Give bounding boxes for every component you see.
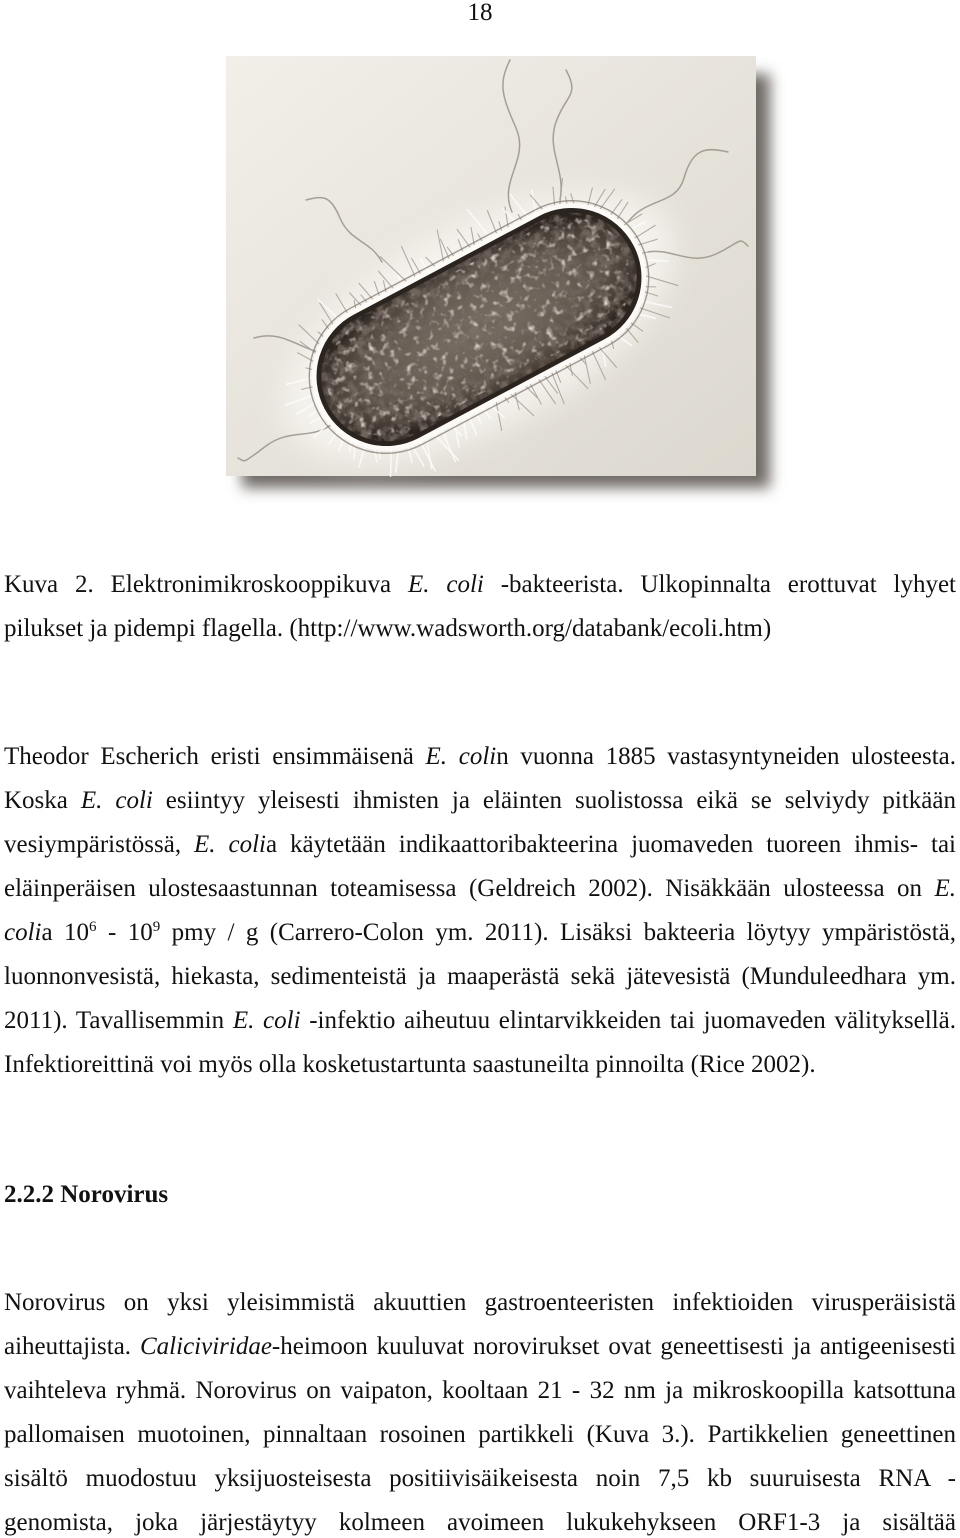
text-run: sisältö muodostuu yksijuosteisesta positiivisäikeisesta noin 7,5 kb suuruisesta RNA - [4, 1465, 956, 1492]
text-line [4, 1378, 956, 1404]
text-run: pallomaisen muotoinen, pinnaltaan rosoinen partikkeli (Kuva 3.). Partikkelien geneettinen [4, 1421, 956, 1448]
italic-term: E. coli [407, 571, 484, 598]
text-run: Infektioreittinä voi myös olla kosketustartunta saastuneilta pinnoilta (Rice 2002). [4, 1051, 816, 1078]
superscript: 9 [152, 919, 161, 935]
text-run: genomista, joka järjestäytyy kolmeen avoimeen lukukehykseen ORF1-3 ja sisältää [4, 1509, 956, 1536]
text-run: eläinperäisen ulostesaastunnan toteamisessa (Geldreich 2002). Nisäkkään ulosteessa on [4, 875, 935, 902]
italic-term: E. coli [194, 831, 266, 858]
ecoli-micrograph [0, 0, 960, 520]
text-run: a käytetään indikaattoribakteerina juomaveden tuoreen ihmis- tai [266, 831, 956, 858]
text-line [4, 876, 956, 902]
text-line [4, 1466, 956, 1492]
text-run: esiintyy yleisesti ihmisten ja eläinten suolistossa eikä se selviydy pitkään [152, 787, 956, 814]
text-line [4, 744, 956, 770]
text-run: -infektio aiheutuu elintarvikkeiden tai juomaveden välityksellä. [300, 1007, 956, 1034]
text-line [4, 1334, 956, 1360]
text-line [4, 1422, 956, 1448]
text-run: Theodor Escherich eristi ensimmäisenä [4, 743, 426, 770]
text-run: aiheuttajista. [4, 1333, 140, 1360]
body-paragraph-norovirus [4, 1290, 956, 1536]
text-run: -bakteerista. Ulkopinnalta erottuvat lyhyet [483, 571, 956, 598]
text-run: Norovirus on yksi yleisimmistä akuuttien gastroenteeristen infektioiden virusperäisistä [4, 1289, 956, 1316]
figure-caption [4, 572, 956, 642]
text-run: - 10 [96, 919, 153, 946]
text-line [4, 964, 956, 990]
text-run: Koska [4, 787, 81, 814]
italic-term: E. coli [425, 743, 497, 770]
text-run: Kuva 2. Elektronimikroskooppikuva [4, 571, 408, 598]
text-run: luonnonvesistä, hiekasta, sedimenteistä ja maaperästä sekä jätevesistä (Munduleedhara ym. [4, 963, 956, 990]
text-run: a 10 [41, 919, 90, 946]
text-run: n vuonna 1885 vastasyntyneiden ulosteesta. [496, 743, 956, 770]
text-run: pmy / g (Carrero-Colon ym. 2011). Lisäksi bakteeria löytyy ympäristöstä, [160, 919, 956, 946]
text-line [4, 1008, 956, 1034]
text-line [4, 616, 956, 642]
text-line [4, 788, 956, 814]
text-line [4, 920, 956, 946]
text-run: -heimoon kuuluvat norovirukset ovat geneettisesti ja antigeenisesti [271, 1333, 956, 1360]
text-line [4, 1052, 956, 1078]
italic-term: coli [4, 919, 42, 946]
italic-term: E. [934, 875, 956, 902]
italic-term: E. coli [232, 1007, 301, 1034]
superscript: 6 [89, 919, 97, 935]
section-heading: 2.2.2 Norovirus [4, 1181, 169, 1208]
text-line [4, 1510, 956, 1536]
page-number: 18 [467, 0, 493, 26]
text-line [4, 572, 956, 598]
body-paragraph-ecoli [4, 744, 956, 1078]
text-line [4, 832, 956, 858]
text-run: pilukset ja pidempi flagella. (http://www.wadsworth.org/databank/ecoli.htm) [4, 615, 772, 642]
italic-term: Caliciviridae [140, 1333, 272, 1360]
text-run: vaihteleva ryhmä. Norovirus on vaipaton, kooltaan 21 - 32 nm ja mikroskoopilla katsottuna [4, 1377, 956, 1404]
text-run: 2011). Tavallisemmin [4, 1007, 233, 1034]
text-line [4, 1290, 956, 1316]
italic-term: E. coli [80, 787, 153, 814]
text-run: vesiympäristössä, [4, 831, 195, 858]
